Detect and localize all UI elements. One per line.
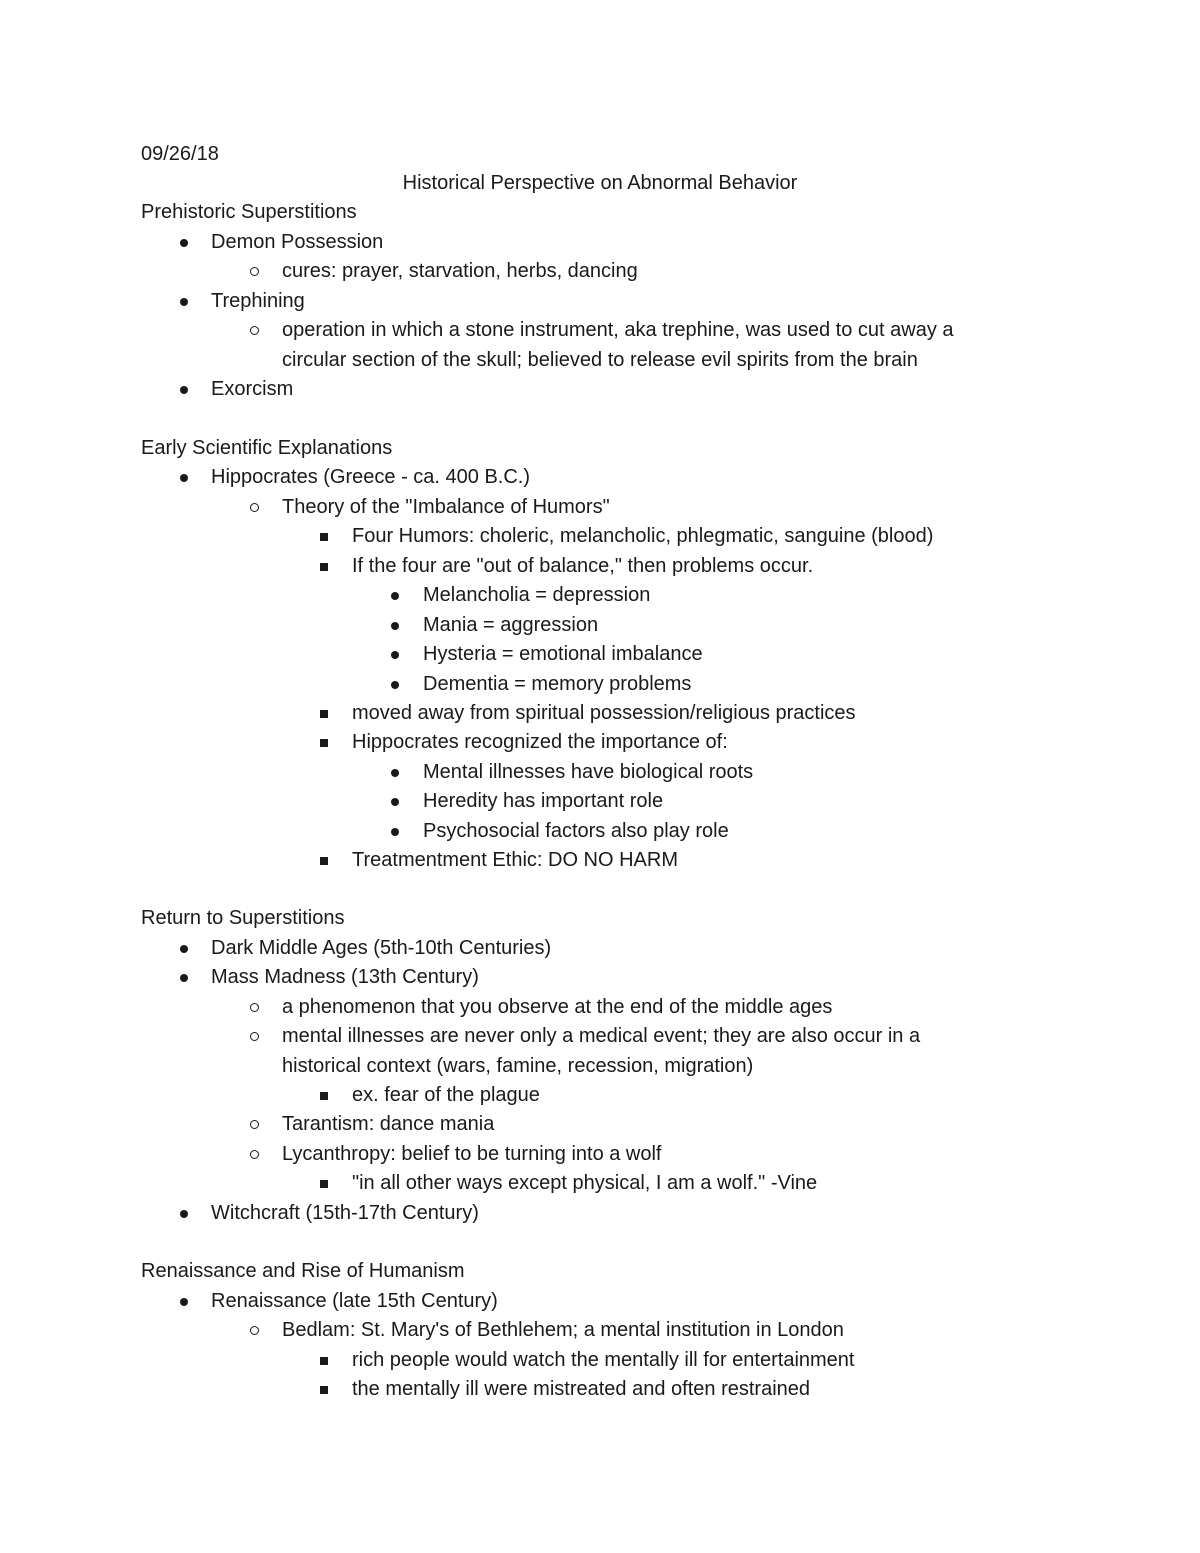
square-bullet	[314, 728, 334, 758]
section-heading-return: Return to Superstitions	[141, 907, 345, 929]
page-title: Historical Perspective on Abnormal Behavior	[402, 172, 798, 194]
disc-bullet	[174, 1199, 194, 1229]
circle-bullet	[244, 1316, 264, 1346]
circle-bullet	[244, 1140, 264, 1170]
list-item: Heredity has important role	[423, 790, 664, 812]
disc-bullet	[385, 817, 405, 847]
disc-bullet	[174, 1287, 194, 1317]
list-item: "in all other ways except physical, I am a wolf." -Vine	[352, 1172, 818, 1194]
disc-bullet	[385, 581, 405, 611]
circle-bullet	[244, 493, 264, 523]
list-item: mental illnesses are never only a medical event; they are also occur in a	[282, 1025, 921, 1047]
list-item: the mentally ill were mistreated and often restrained	[352, 1378, 811, 1400]
list-item: Exorcism	[211, 378, 294, 400]
circle-bullet	[244, 257, 264, 287]
disc-bullet	[174, 375, 194, 405]
note-date: 09/26/18	[141, 143, 219, 165]
list-item: Mania = aggression	[423, 614, 599, 636]
list-item: Demon Possession	[211, 231, 384, 253]
list-item: Dark Middle Ages (5th-10th Centuries)	[211, 937, 552, 959]
square-bullet	[314, 1346, 334, 1376]
list-item: a phenomenon that you observe at the end of the middle ages	[282, 996, 833, 1018]
list-item: Psychosocial factors also play role	[423, 820, 729, 842]
circle-bullet	[244, 316, 264, 346]
list-item: Bedlam: St. Mary's of Bethlehem; a mental institution in London	[282, 1319, 844, 1341]
list-item-continuation: circular section of the skull; believed to release evil spirits from the brain	[282, 349, 918, 371]
list-item: Hippocrates recognized the importance of:	[352, 731, 728, 753]
circle-bullet	[244, 993, 264, 1023]
square-bullet	[314, 699, 334, 729]
square-bullet	[314, 846, 334, 876]
disc-bullet	[385, 787, 405, 817]
list-item: Renaissance (late 15th Century)	[211, 1290, 498, 1312]
list-item: moved away from spiritual possession/religious practices	[352, 702, 856, 724]
disc-bullet	[385, 611, 405, 641]
disc-bullet	[385, 670, 405, 700]
square-bullet	[314, 552, 334, 582]
list-item: Dementia = memory problems	[423, 673, 692, 695]
list-item: Melancholia = depression	[423, 584, 651, 606]
list-item: Hysteria = emotional imbalance	[423, 643, 703, 665]
list-item: Witchcraft (15th-17th Century)	[211, 1202, 479, 1224]
disc-bullet	[174, 463, 194, 493]
list-item: Mass Madness (13th Century)	[211, 966, 479, 988]
list-item: Trephining	[211, 290, 305, 312]
list-item-continuation: historical context (wars, famine, recession, migration)	[282, 1055, 754, 1077]
disc-bullet	[174, 934, 194, 964]
circle-bullet	[244, 1022, 264, 1052]
disc-bullet	[174, 963, 194, 993]
section-heading-early-scientific: Early Scientific Explanations	[141, 437, 393, 459]
square-bullet	[314, 1375, 334, 1405]
disc-bullet	[385, 758, 405, 788]
square-bullet	[314, 1169, 334, 1199]
list-item: rich people would watch the mentally ill for entertainment	[352, 1349, 855, 1371]
disc-bullet	[174, 287, 194, 317]
list-item: Theory of the "Imbalance of Humors"	[282, 496, 610, 518]
list-item: Tarantism: dance mania	[282, 1113, 495, 1135]
list-item: Four Humors: choleric, melancholic, phlegmatic, sanguine (blood)	[352, 525, 934, 547]
list-item: cures: prayer, starvation, herbs, dancing	[282, 260, 638, 282]
list-item: Mental illnesses have biological roots	[423, 761, 754, 783]
list-item: operation in which a stone instrument, aka trephine, was used to cut away a	[282, 319, 954, 341]
list-item: If the four are "out of balance," then problems occur.	[352, 555, 814, 577]
list-item: ex. fear of the plague	[352, 1084, 540, 1106]
section-heading-prehistoric: Prehistoric Superstitions	[141, 201, 357, 223]
circle-bullet	[244, 1110, 264, 1140]
square-bullet	[314, 1081, 334, 1111]
list-item: Treatmentment Ethic: DO NO HARM	[352, 849, 678, 871]
square-bullet	[314, 522, 334, 552]
list-item: Lycanthropy: belief to be turning into a wolf	[282, 1143, 662, 1165]
list-item: Hippocrates (Greece - ca. 400 B.C.)	[211, 466, 531, 488]
disc-bullet	[385, 640, 405, 670]
disc-bullet	[174, 228, 194, 258]
section-heading-renaissance: Renaissance and Rise of Humanism	[141, 1260, 465, 1282]
